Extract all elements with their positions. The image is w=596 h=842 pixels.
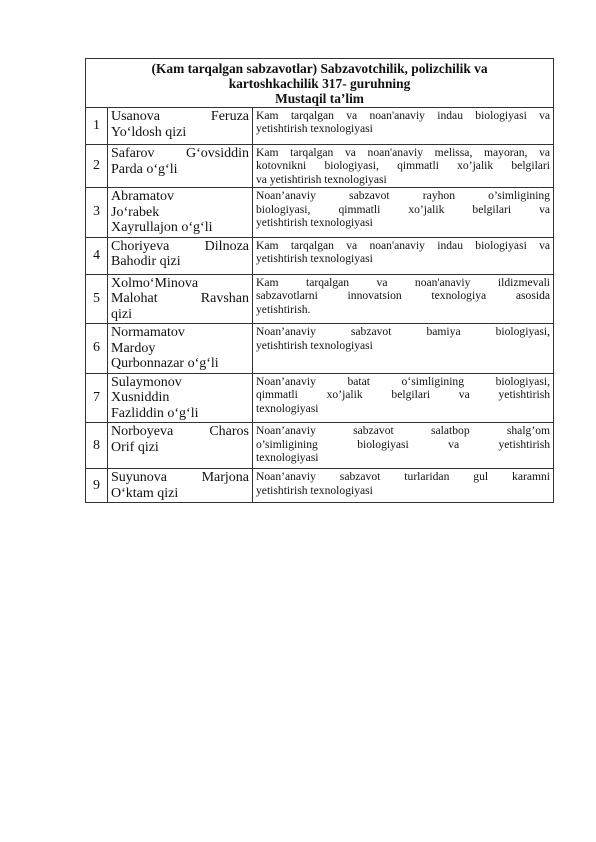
student-name-line: Choriyeva Dilnoza: [111, 238, 249, 254]
student-name: [108, 145, 253, 188]
topic-line: Noan’anaviy sabzavot rayhon o’simligining: [256, 189, 551, 203]
topic-line: kotovnikni biologiyasi, qimmatli xo’jalik belgilari: [256, 159, 551, 173]
row-number: 9: [86, 469, 108, 503]
student-name-line: Abramatov: [111, 189, 174, 205]
table-row: [86, 423, 554, 469]
topic-line: Kam tarqalgan va noan'anaviy melissa, mayoran, va: [256, 146, 551, 159]
student-name-line: Orif qizi: [111, 439, 159, 455]
student-name-line: Parda o‘g‘li: [111, 161, 178, 177]
topic-line: Noan’anaviy sabzavot bamiya biologiyasi,: [256, 325, 551, 339]
row-number: 3: [86, 188, 108, 238]
topic-text: [253, 274, 554, 324]
student-name: [108, 469, 253, 503]
student-name-line: Yo‘ldosh qizi: [111, 124, 187, 140]
topic-line: qimmatli xo’jalik belgilari va yetishtirish: [256, 388, 551, 402]
row-number: 8: [86, 423, 108, 469]
student-name-line: O‘ktam qizi: [111, 485, 179, 501]
topic-text: [253, 145, 554, 188]
row-number: 7: [86, 373, 108, 423]
row-number: 2: [86, 145, 108, 188]
topic-line: Noan’anaviy sabzavot turlaridan gul karamni: [256, 470, 551, 484]
topic-line: yetishtirish texnologiyasi: [256, 338, 373, 352]
student-name-line: Fazliddin o‘g‘li: [111, 405, 199, 421]
topic-line: Kam tarqalgan va noan'anaviy ildizmevali: [256, 275, 551, 289]
topic-line: Noan’anaviy sabzavot salatbop shalg’om: [256, 424, 551, 438]
student-name: [108, 324, 253, 374]
table-row: [86, 324, 554, 374]
student-name-line: Malohat Ravshan: [111, 291, 249, 307]
topic-line: Kam tarqalgan va noan'anaviy indau biologiyasi va: [256, 109, 551, 122]
topic-line: o’simligining biologiyasi va yetishtirish: [256, 437, 551, 451]
table-title-row: [86, 59, 554, 108]
topic-text: [253, 237, 554, 274]
title-line-3: Mustaqil ta’lim: [275, 91, 364, 106]
table-row: [86, 145, 554, 188]
table-row: [86, 188, 554, 238]
student-name: [108, 423, 253, 469]
student-name-line: Norboyeva Charos: [111, 424, 249, 440]
topic-text: [253, 188, 554, 238]
student-name-line: Jo‘rabek: [111, 204, 160, 220]
row-number: 6: [86, 324, 108, 374]
title-line-2: kartoshkachilik 317- guruhning: [228, 76, 411, 91]
student-name: [108, 108, 253, 145]
student-name-line: Qurbonnazar o‘g‘li: [111, 356, 219, 372]
student-name: [108, 188, 253, 238]
table-row: [86, 237, 554, 274]
student-name-line: qizi: [111, 306, 132, 322]
student-name-line: Suyunova Marjona: [111, 470, 249, 486]
topic-line: yetishtirish texnologiyasi: [256, 122, 373, 136]
topic-line: yetishtirish texnologiyasi: [256, 252, 373, 266]
students-table: [85, 58, 554, 503]
table-row: [86, 274, 554, 324]
row-number: 5: [86, 274, 108, 324]
student-name-line: Sulaymonov: [111, 374, 182, 390]
topic-line: texnologiyasi: [256, 401, 319, 415]
student-name-line: Xusniddin: [111, 390, 170, 406]
student-name-line: Safarov G‘ovsiddin: [111, 146, 249, 161]
topic-line: Noan’anaviy batat o‘simligining biologiyasi,: [256, 374, 551, 388]
student-name: [108, 274, 253, 324]
topic-line: sabzavotlarni innovatsion texnologiya asosida: [256, 289, 551, 303]
topic-line: texnologiyasi: [256, 451, 319, 465]
student-name-line: Xolmo‘Minova: [111, 275, 199, 291]
topic-text: [253, 324, 554, 374]
topic-text: [253, 423, 554, 469]
topic-text: [253, 108, 554, 145]
row-number: 4: [86, 237, 108, 274]
table-title: [86, 59, 554, 108]
topic-line: yetishtirish texnologiyasi: [256, 216, 373, 230]
document-page: [85, 58, 553, 503]
topic-text: [253, 373, 554, 423]
student-name: [108, 237, 253, 274]
student-name-line: Xayrullajon o‘g‘li: [111, 220, 213, 236]
topic-line: Kam tarqalgan va noan'anaviy indau biologiyasi va: [256, 238, 551, 252]
table-row: [86, 469, 554, 503]
title-line-1: (Kam tarqalgan sabzavotlar) Sabzavotchilik, polizchilik va: [151, 61, 488, 76]
student-name-line: Bahodir qizi: [111, 254, 181, 270]
student-name-line: Usanova Feruza: [111, 109, 249, 124]
topic-text: [253, 469, 554, 503]
topic-line: yetishtirish texnologiyasi: [256, 483, 373, 497]
student-name-line: Normamatov: [111, 325, 185, 341]
topic-line: biologiyasi, qimmatli xo’jalik belgilari va: [256, 202, 551, 216]
topic-line: va yetishtirish texnologiyasi: [256, 172, 387, 186]
student-name-line: Mardoy: [111, 340, 156, 356]
student-name: [108, 373, 253, 423]
topic-line: yetishtirish.: [256, 302, 311, 316]
table-row: [86, 108, 554, 145]
row-number: 1: [86, 108, 108, 145]
table-row: [86, 373, 554, 423]
